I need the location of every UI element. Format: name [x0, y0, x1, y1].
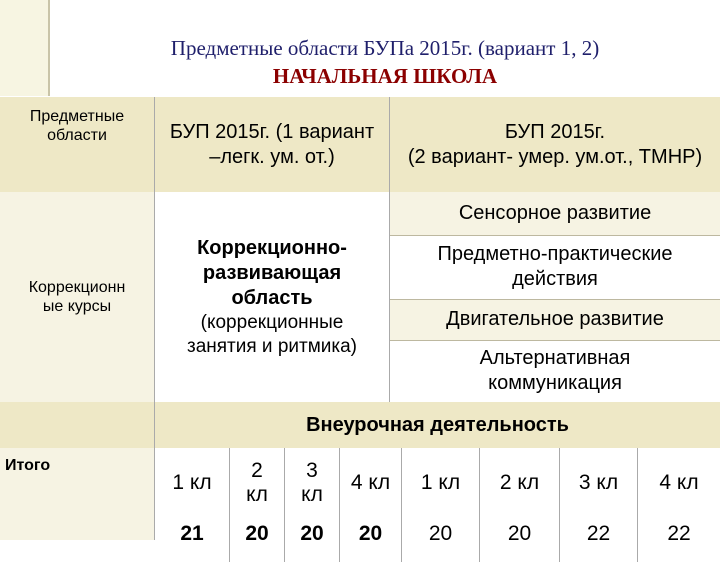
grade-cell	[560, 448, 638, 518]
grade-cell	[402, 448, 480, 518]
total-value-text: 20	[300, 522, 324, 545]
total-value	[230, 518, 285, 562]
total-value-text: 20	[507, 522, 532, 545]
grade-text: 2 кл	[246, 459, 268, 506]
total-value	[155, 518, 230, 562]
row-divider	[390, 340, 720, 341]
grade-text: 2 кл	[499, 471, 540, 494]
row-divider	[390, 299, 720, 300]
slide-subtitle: НАЧАЛЬНАЯ ШКОЛА	[272, 64, 498, 88]
grade-cell	[285, 448, 340, 518]
extracurricular-text: Внеурочная деятельность	[306, 413, 569, 436]
item-motor-text: Двигательное развитие	[446, 308, 664, 330]
grade-text: 4 кл	[659, 471, 699, 494]
row-divider	[390, 235, 720, 236]
item-sensory	[390, 192, 720, 235]
grade-cell	[340, 448, 402, 518]
grade-text: 1 кл	[172, 471, 212, 494]
correction-area-title: Коррекционно-развивающая область	[197, 236, 347, 309]
item-sensory-text: Сенсорное развитие	[458, 202, 652, 224]
slide-title: Предметные области БУПа 2015г. (вариант 1, 2)	[170, 36, 600, 60]
item-communication	[390, 340, 720, 402]
total-value	[638, 518, 720, 562]
total-value-text: 20	[245, 522, 269, 545]
correction-courses-label	[0, 192, 155, 402]
item-motor	[390, 299, 720, 340]
header-bup1-text: БУП 2015г. (1 вариант –легк. ум. от.)	[169, 120, 375, 168]
grade-cell	[230, 448, 285, 518]
header-bup2-note: (2 вариант- умер. ум.от., ТМНР)	[407, 145, 703, 168]
item-practical-text: Предметно-практические действия	[437, 243, 673, 290]
total-value-text: 20	[358, 522, 383, 545]
total-label	[0, 448, 155, 540]
total-label-text: Итого	[5, 457, 51, 474]
total-value-text: 22	[667, 522, 691, 545]
total-value	[340, 518, 402, 562]
total-value-text: 20	[428, 522, 453, 545]
extracurricular-left	[0, 402, 155, 448]
total-value	[285, 518, 340, 562]
decorative-panel	[0, 0, 48, 96]
grade-text: 3 кл	[578, 471, 619, 494]
grade-text: 3 кл	[301, 459, 323, 506]
correction-courses-text: Коррекционн ые курсы	[28, 279, 126, 315]
total-value	[402, 518, 480, 562]
header-bup1	[155, 97, 390, 192]
header-subject-areas	[0, 97, 155, 192]
header-bup2-title: БУП 2015г.	[504, 120, 606, 143]
total-value-text: 22	[586, 522, 611, 545]
grade-text: 1 кл	[420, 471, 461, 494]
grade-cell	[480, 448, 560, 518]
item-practical	[390, 235, 720, 299]
total-value-text: 21	[180, 522, 204, 545]
correction-area-note: (коррекционные занятия и ритмика)	[186, 311, 358, 357]
grade-cell	[155, 448, 230, 518]
total-value	[560, 518, 638, 562]
extracurricular-label	[155, 402, 720, 448]
header-subject-areas-text: Предметные области	[29, 108, 125, 144]
correction-area	[155, 192, 390, 402]
total-value	[480, 518, 560, 562]
header-bup2	[390, 97, 720, 192]
item-communication-text: Альтернативная коммуникация	[479, 347, 631, 394]
grade-cell	[638, 448, 720, 518]
grade-text: 4 кл	[350, 471, 391, 494]
